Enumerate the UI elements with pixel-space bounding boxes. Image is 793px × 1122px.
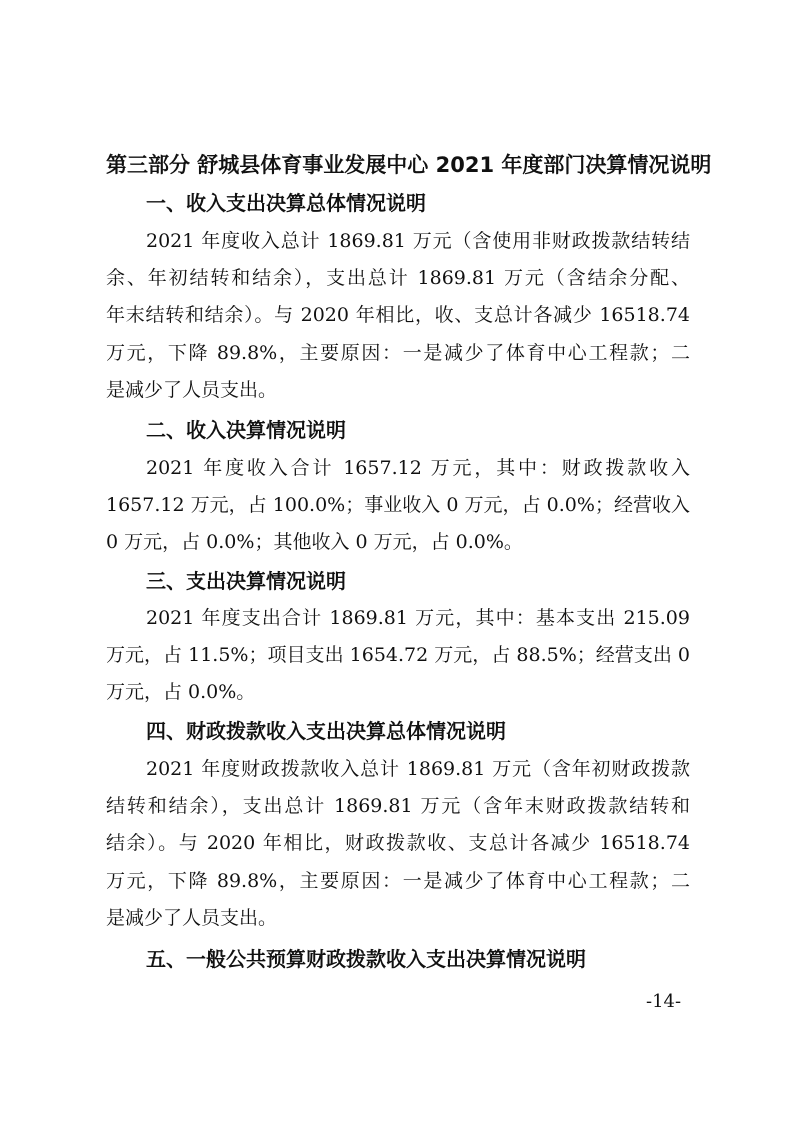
paragraph-line: 万元，占 11.5%；项目支出 1654.72 万元，占 88.5%；经营支出 0 xyxy=(106,644,690,667)
paragraph-line: 年末结转和结余）。与 2020 年相比，收、支总计各减少 16518.74 xyxy=(106,304,690,327)
section-heading-2: 二、收入决算情况说明 xyxy=(146,418,346,442)
paragraph-line: 万元，占 0.0%。 xyxy=(106,681,256,704)
paragraph-line: 结转和结余），支出总计 1869.81 万元（含年末财政拨款结转和 xyxy=(106,795,690,818)
document-title: 第三部分 舒城县体育事业发展中心 2021 年度部门决算情况说明 xyxy=(106,153,712,177)
paragraph-line: 1657.12 万元，占 100.0%；事业收入 0 万元，占 0.0%；经营收入 xyxy=(106,494,690,517)
paragraph-line: 是减少了人员支出。 xyxy=(106,378,278,401)
section-heading-3: 三、支出决算情况说明 xyxy=(146,569,346,593)
section-paragraph-3 xyxy=(106,600,690,712)
section-heading-5: 五、一般公共预算财政拨款收入支出决算情况说明 xyxy=(146,947,586,971)
paragraph-line: 是减少了人员支出。 xyxy=(106,906,278,929)
section-paragraph-1 xyxy=(106,223,690,409)
paragraph-line: 余、年初结转和结余），支出总计 1869.81 万元（含结余分配、 xyxy=(106,267,690,290)
section-heading-1: 一、收入支出决算总体情况说明 xyxy=(146,191,426,215)
paragraph-line: 2021 年度收入总计 1869.81 万元（含使用非财政拨款结转结 xyxy=(146,230,690,252)
paragraph-line: 2021 年度财政拨款收入总计 1869.81 万元（含年初财政拨款 xyxy=(146,758,690,780)
paragraph-line: 万元，下降 89.8%，主要原因：一是减少了体育中心工程款；二 xyxy=(106,341,690,364)
paragraph-line: 万元，下降 89.8%，主要原因：一是减少了体育中心工程款；二 xyxy=(106,869,690,892)
paragraph-line: 2021 年度支出合计 1869.81 万元，其中：基本支出 215.09 xyxy=(146,607,690,629)
paragraph-line: 2021 年度收入合计 1657.12 万元，其中：财政拨款收入 xyxy=(146,457,690,479)
page-number: -14- xyxy=(646,991,682,1012)
paragraph-line: 0 万元，占 0.0%；其他收入 0 万元，占 0.0%。 xyxy=(106,531,523,554)
section-paragraph-2 xyxy=(106,450,690,562)
paragraph-line: 结余）。与 2020 年相比，财政拨款收、支总计各减少 16518.74 xyxy=(106,832,690,855)
section-paragraph-4 xyxy=(106,751,690,937)
section-heading-4: 四、财政拨款收入支出决算总体情况说明 xyxy=(146,719,506,743)
